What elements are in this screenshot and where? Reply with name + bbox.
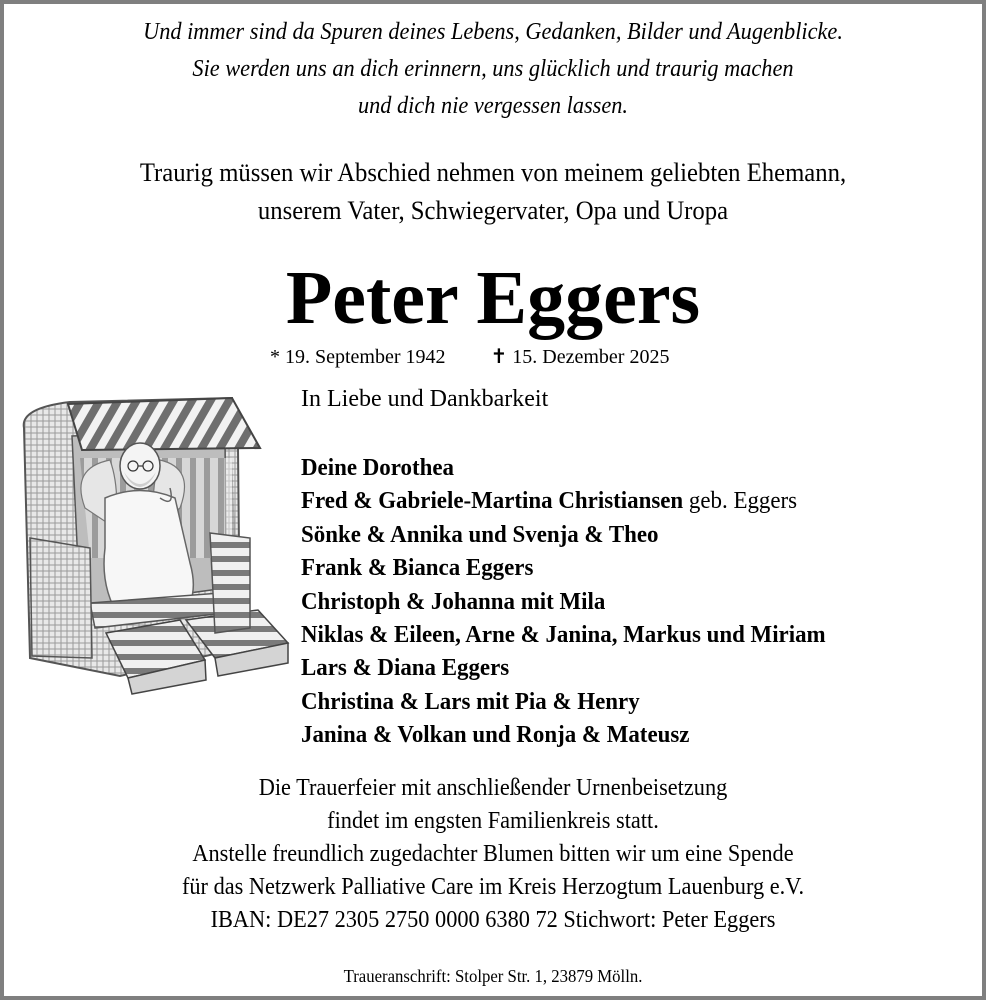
mourner-row bbox=[301, 652, 826, 685]
memorial-poem bbox=[4, 14, 982, 125]
mourner-row bbox=[301, 485, 826, 518]
beach-chair-angel-illustration bbox=[10, 388, 300, 698]
mourner-names: Christoph & Johanna mit Mila bbox=[301, 588, 606, 615]
deceased-name: Peter Eggers bbox=[285, 256, 701, 340]
farewell-intro bbox=[4, 154, 982, 230]
mourner-names: Lars & Diana Eggers bbox=[301, 655, 510, 682]
birth-date: * 19. September 1942 bbox=[270, 346, 446, 368]
mourner-row bbox=[301, 519, 826, 552]
intro-line: unserem Vater, Schwiegervater, Opa und Uropa bbox=[257, 196, 729, 225]
mourner-names: Frank & Bianca Eggers bbox=[301, 555, 534, 582]
notice-line: findet im engsten Familienkreis statt. bbox=[327, 808, 659, 834]
mourners-list bbox=[301, 452, 850, 753]
funeral-notice bbox=[4, 772, 982, 937]
poem-line: Sie werden uns an dich erinnern, uns glücklich und traurig machen bbox=[192, 56, 794, 82]
notice-line: für das Netzwerk Palliative Care im Kreis Herzogtum Lauenburg e.V. bbox=[181, 874, 805, 900]
notice-line: Anstelle freundlich zugedachter Blumen bitten wir um eine Spende bbox=[192, 841, 794, 867]
poem-line: und dich nie vergessen lassen. bbox=[357, 93, 629, 119]
life-dates bbox=[270, 344, 669, 370]
mourner-row bbox=[301, 586, 826, 619]
mourner-names: Sönke & Annika und Svenja & Theo bbox=[301, 521, 659, 548]
obituary-notice bbox=[4, 4, 982, 996]
mourner-names: Janina & Volkan und Ronja & Mateusz bbox=[301, 722, 690, 749]
donation-iban: IBAN: DE27 2305 2750 0000 6380 72 Stichwort: Peter Eggers bbox=[210, 907, 776, 933]
mourner-names: Fred & Gabriele-Martina Christiansen bbox=[301, 488, 684, 515]
mourner-names: Deine Dorothea bbox=[301, 455, 454, 481]
mourner-row bbox=[301, 619, 826, 652]
mourner-note: geb. Eggers bbox=[683, 488, 798, 515]
mourner-row bbox=[301, 719, 826, 752]
mourner-row bbox=[301, 552, 826, 585]
mourner-row bbox=[301, 452, 826, 485]
death-date: ✝ 15. Dezember 2025 bbox=[490, 346, 670, 368]
poem-line: Und immer sind da Spuren deines Lebens, Gedanken, Bilder und Augenblicke. bbox=[143, 19, 843, 45]
mourner-names: Niklas & Eileen, Arne & Janina, Markus und Miriam bbox=[301, 622, 826, 649]
mourner-names: Christina & Lars mit Pia & Henry bbox=[301, 688, 640, 715]
address-text: Traueranschrift: Stolper Str. 1, 23879 Mölln. bbox=[343, 966, 643, 986]
mourning-address bbox=[4, 964, 982, 988]
mourner-row bbox=[301, 686, 826, 719]
notice-line: Die Trauerfeier mit anschließender Urnenbeisetzung bbox=[258, 775, 728, 801]
intro-line: Traurig müssen wir Abschied nehmen von meinem geliebten Ehemann, bbox=[139, 158, 847, 187]
mourners-heading: In Liebe und Dankbarkeit bbox=[301, 386, 549, 412]
